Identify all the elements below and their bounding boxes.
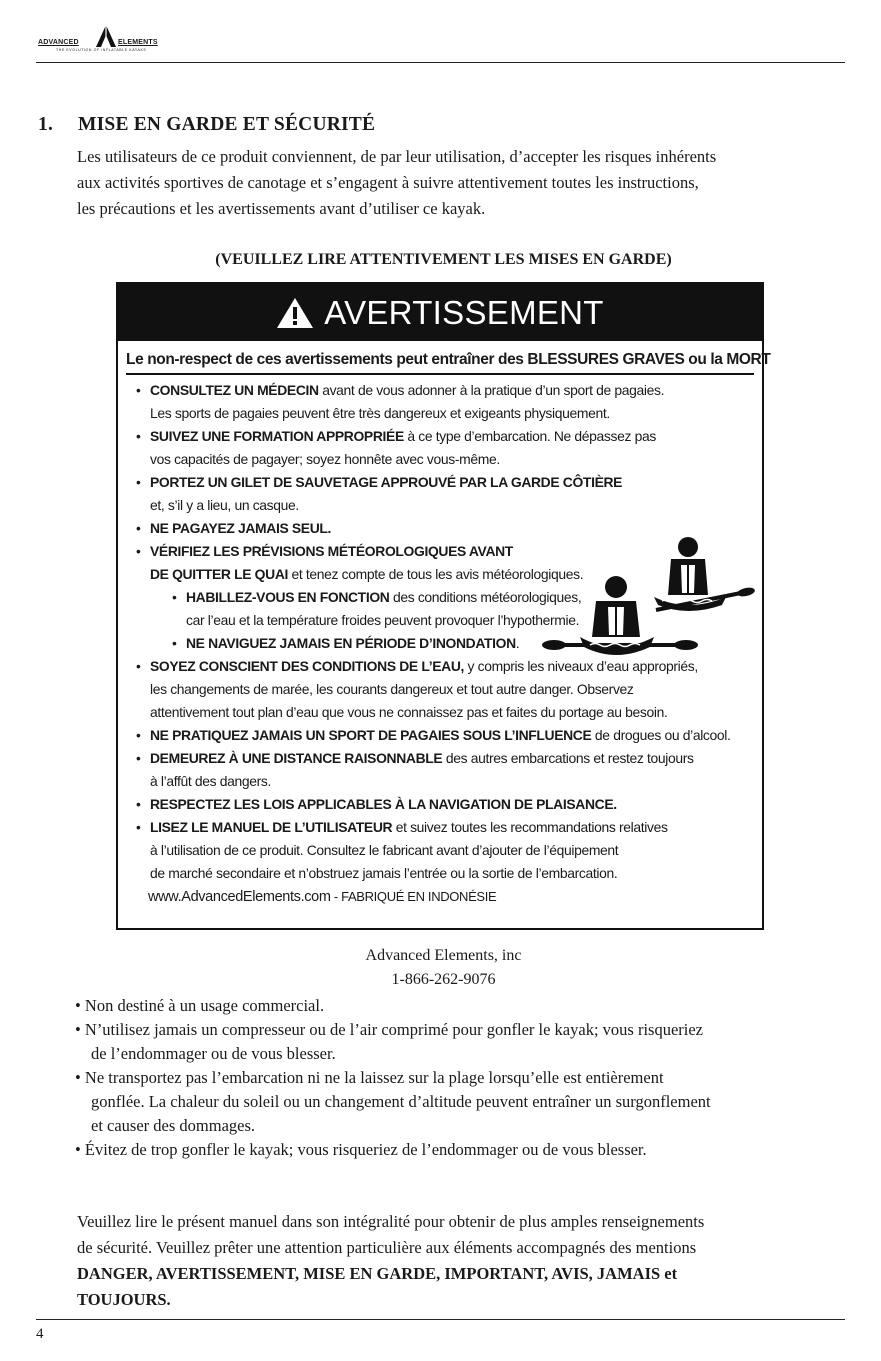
intro-paragraph xyxy=(77,144,847,222)
warning-item-text: des conditions météorologiques, xyxy=(389,589,582,605)
warning-item-emphasis: VÉRIFIEZ LES PRÉVISIONS MÉTÉOROLOGIQUES AVANT xyxy=(150,543,513,559)
bullet-marker: • xyxy=(136,428,141,444)
warning-item-text: Les sports de pagaies peuvent être très dangereux et exigeants physiquement. xyxy=(150,405,610,421)
warning-item-text: des autres embarcations et restez toujours xyxy=(442,750,694,766)
brand-logo xyxy=(38,24,188,56)
warning-item-text: vos capacités de pagayer; soyez honnête avec vous-même. xyxy=(150,451,500,467)
bullet-marker: • xyxy=(136,382,141,398)
closing-line-bold: DANGER, AVERTISSEMENT, MISE EN GARDE, IMPORTANT, AVIS, JAMAIS et xyxy=(77,1264,678,1283)
page-number: 4 xyxy=(36,1326,44,1342)
warning-item xyxy=(136,471,762,494)
warning-item xyxy=(136,655,762,678)
warning-item-emphasis: PORTEZ UN GILET DE SAUVETAGE APPROUVÉ PAR LA GARDE CÔTIÈRE xyxy=(150,474,623,490)
logo-word-left: ADVANCED xyxy=(38,39,79,46)
warning-item-emphasis: CONSULTEZ UN MÉDECIN xyxy=(150,382,319,398)
warning-item-text: et suivez toutes les recommandations relatives xyxy=(392,819,668,835)
warning-label xyxy=(116,282,771,930)
note-item: • N’utilisez jamais un compresseur ou de l’air comprimé pour gonfler le kayak; vous risqueriez xyxy=(75,1020,703,1039)
bullet-marker: • xyxy=(136,750,141,766)
closing-line: de sécurité. Veuillez prêter une attention particulière aux éléments accompagnés des mentions xyxy=(77,1238,697,1257)
warning-item xyxy=(136,517,762,540)
closing-line: Veuillez lire le présent manuel dans son intégralité pour obtenir de plus amples renseignements xyxy=(77,1212,705,1231)
warning-item xyxy=(136,862,762,885)
warning-title-band xyxy=(118,284,762,341)
warning-item-text: avant de vous adonner à la pratique d’un sport de pagaies. xyxy=(318,382,665,398)
warning-item xyxy=(136,816,762,839)
warning-item xyxy=(136,793,762,816)
warning-item-text: à l’utilisation de ce produit. Consultez le fabricant avant d’ajouter de l’équipement xyxy=(150,842,619,858)
warning-item-text: . xyxy=(515,635,520,651)
logo-word-right: ELEMENTS xyxy=(118,39,158,46)
warning-item-text: car l’eau et la température froides peuvent provoquer l’hypothermie. xyxy=(186,612,580,628)
bullet-marker: • xyxy=(136,727,141,743)
warning-item-emphasis: SOYEZ CONSCIENT DES CONDITIONS DE L’EAU, xyxy=(150,658,465,674)
warning-website-line xyxy=(118,885,762,908)
warning-item xyxy=(136,540,762,563)
logo-a-mark-icon xyxy=(94,24,118,48)
warning-item xyxy=(136,724,762,747)
warning-item xyxy=(136,839,762,862)
warning-item-text: attentivement tout plan d’eau que vous ne connaissez pas et faites du portage au besoin. xyxy=(150,704,668,720)
warning-list xyxy=(118,375,762,885)
section-title-text: MISE EN GARDE ET SÉCURITÉ xyxy=(78,114,376,135)
note-item: • Non destiné à un usage commercial. xyxy=(75,996,325,1015)
warning-item-emphasis: NE PAGAYEZ JAMAIS SEUL. xyxy=(150,520,332,536)
notes-list xyxy=(75,994,711,1162)
warning-item xyxy=(136,402,762,425)
company-name: Advanced Elements, inc xyxy=(365,947,522,964)
company-phone: 1-866-262-9076 xyxy=(391,971,496,988)
bullet-marker: • xyxy=(136,658,141,674)
note-item: • Ne transportez pas l’embarcation ni ne la laissez sur la plage lorsqu’elle est entièrement xyxy=(75,1068,664,1087)
warning-item xyxy=(136,563,762,586)
warning-item-emphasis: DE QUITTER LE QUAI xyxy=(150,566,289,582)
warning-item xyxy=(136,770,762,793)
section-title xyxy=(38,114,375,136)
warning-item xyxy=(136,747,762,770)
footer-rule xyxy=(36,1319,845,1320)
bullet-marker: • xyxy=(136,796,141,812)
bullet-marker: • xyxy=(172,635,177,651)
page-header xyxy=(0,0,881,70)
warning-item-text: de marché secondaire et n’obstruez jamais l’entrée ou la sortie de l’embarcation. xyxy=(150,865,618,881)
bullet-marker: • xyxy=(136,520,141,536)
company-block xyxy=(0,944,881,992)
warning-item xyxy=(136,425,762,448)
warning-item xyxy=(136,701,762,724)
warning-item-text: y compris les niveaux d’eau appropriés, xyxy=(464,658,698,674)
warning-item-emphasis: NE PRATIQUEZ JAMAIS UN SPORT DE PAGAIES SOUS L’INFLUENCE xyxy=(150,727,592,743)
warnings-subheading: (VEUILLEZ LIRE ATTENTIVEMENT LES MISES EN GARDE) xyxy=(215,251,672,268)
warning-item xyxy=(136,609,762,632)
note-continuation: de l’endommager ou de vous blesser. xyxy=(91,1044,336,1063)
warning-item xyxy=(136,379,762,402)
intro-line: aux activités sportives de canotage et s’engagent à suivre attentivement toutes les instructions, xyxy=(77,173,699,192)
bullet-marker: • xyxy=(136,474,141,490)
warning-lead: Le non-respect de ces avertissements peut entraîner des BLESSURES GRAVES ou la MORT xyxy=(126,341,754,375)
note-continuation: et causer des dommages. xyxy=(91,1116,256,1135)
closing-line-bold: TOUJOURS. xyxy=(77,1290,171,1309)
warning-item-text: à l’affût des dangers. xyxy=(150,773,272,789)
note-item: • Évitez de trop gonfler le kayak; vous risqueriez de l’endommager ou de vous blesser. xyxy=(75,1140,647,1159)
bullet-marker: • xyxy=(136,543,141,559)
intro-line: les précautions et les avertissements avant d’utiliser ce kayak. xyxy=(77,199,486,218)
warning-item-text: et, s’il y a lieu, un casque. xyxy=(150,497,299,513)
warning-item xyxy=(136,678,762,701)
made-in-text: - FABRIQUÉ EN INDONÉSIE xyxy=(330,889,497,904)
warning-triangle-icon xyxy=(276,297,314,329)
intro-line: Les utilisateurs de ce produit conviennent, de par leur utilisation, d’accepter les risques inhérents xyxy=(77,147,717,166)
logo-tagline: THE EVOLUTION OF INFLATABLE KAYAKS xyxy=(56,48,147,52)
website-link[interactable]: www.AdvancedElements.com xyxy=(148,889,331,905)
warning-title: AVERTISSEMENT xyxy=(324,293,604,331)
warning-item-emphasis: NE NAVIGUEZ JAMAIS EN PÉRIODE D’INONDATION xyxy=(186,635,516,651)
warning-item-text: à ce type d’embarcation. Ne dépassez pas xyxy=(403,428,656,444)
warning-item xyxy=(136,632,762,655)
warning-item xyxy=(136,448,762,471)
warning-item-text: les changements de marée, les courants dangereux et tout autre danger. Observez xyxy=(150,681,634,697)
bullet-marker: • xyxy=(172,589,177,605)
warning-item-emphasis: DEMEUREZ À UNE DISTANCE RAISONNABLE xyxy=(150,750,443,766)
warning-item-emphasis: SUIVEZ UNE FORMATION APPROPRIÉE xyxy=(150,428,404,444)
closing-paragraph xyxy=(77,1209,704,1313)
warning-item-emphasis: LISEZ LE MANUEL DE L’UTILISATEUR xyxy=(150,819,393,835)
warning-item xyxy=(136,586,762,609)
section-number: 1. xyxy=(38,114,54,135)
header-rule xyxy=(36,62,845,63)
note-continuation: gonflée. La chaleur du soleil ou un changement d’altitude peuvent entraîner un surgonflement xyxy=(91,1092,711,1111)
warning-item-text: de drogues ou d’alcool. xyxy=(591,727,731,743)
warning-item xyxy=(136,494,762,517)
bullet-marker: • xyxy=(136,819,141,835)
warning-item-emphasis: HABILLEZ-VOUS EN FONCTION xyxy=(186,589,390,605)
warning-item-emphasis: RESPECTEZ LES LOIS APPLICABLES À LA NAVIGATION DE PLAISANCE. xyxy=(150,796,617,812)
warning-item-text: et tenez compte de tous les avis météorologiques. xyxy=(288,566,584,582)
